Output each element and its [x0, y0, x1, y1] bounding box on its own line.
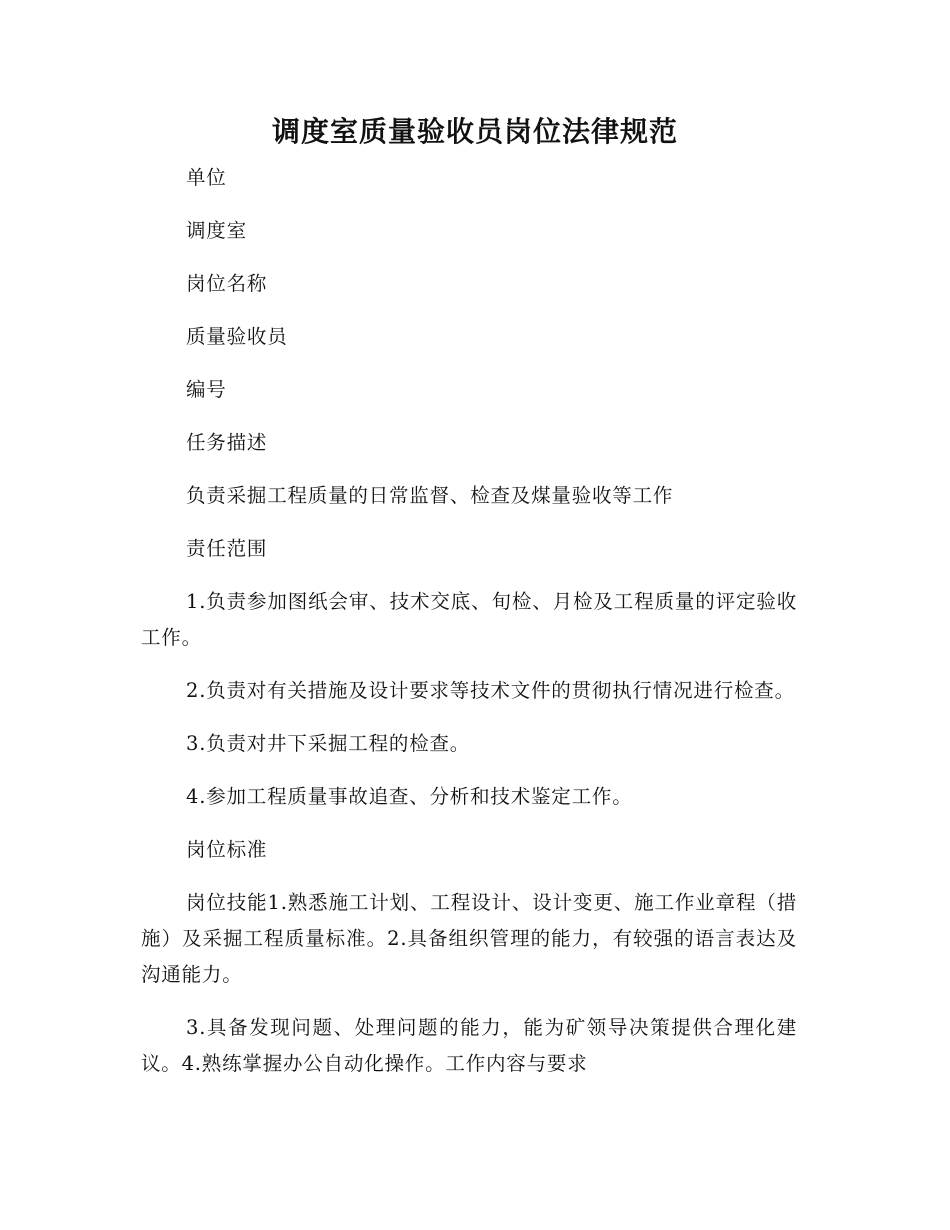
paragraph-task-label: 任务描述 [186, 431, 268, 454]
paragraph-scope-item-3: 3.负责对井下采掘工程的检查。 [186, 732, 471, 755]
document-title: 调度室质量验收员岗位法律规范 [271, 115, 678, 148]
paragraph-skills-1: 岗位技能1.熟悉施工计划、工程设计、设计变更、施工作业章程（措施）及采掘工程质量标准。2.具备组织管理的能力，有较强的语言表达及沟通能力。 [141, 891, 797, 986]
paragraph-task-description: 负责采掘工程质量的日常监督、检查及煤量验收等工作 [186, 484, 674, 507]
paragraph-standard-label: 岗位标准 [186, 838, 268, 861]
paragraph-position-value: 质量验收员 [186, 325, 288, 348]
paragraph-scope-item-2: 2.负责对有关措施及设计要求等技术文件的贯彻执行情况进行检查。 [186, 679, 795, 702]
paragraph-unit-value: 调度室 [186, 219, 247, 242]
paragraph-position-label: 岗位名称 [186, 272, 268, 295]
document-body [141, 160, 797, 1099]
paragraph-skills-2: 3.具备发现问题、处理问题的能力，能为矿领导决策提供合理化建议。4.熟练掌握办公自动化操作。工作内容与要求 [141, 1016, 797, 1075]
paragraph-number-label: 编号 [186, 378, 227, 401]
paragraph-scope-label: 责任范围 [186, 537, 268, 560]
paragraph-scope-item-4: 4.参加工程质量事故追查、分析和技术鉴定工作。 [186, 785, 633, 808]
paragraph-scope-item-1: 1.负责参加图纸会审、技术交底、旬检、月检及工程质量的评定验收工作。 [141, 590, 797, 649]
paragraph-unit-label: 单位 [186, 166, 227, 189]
